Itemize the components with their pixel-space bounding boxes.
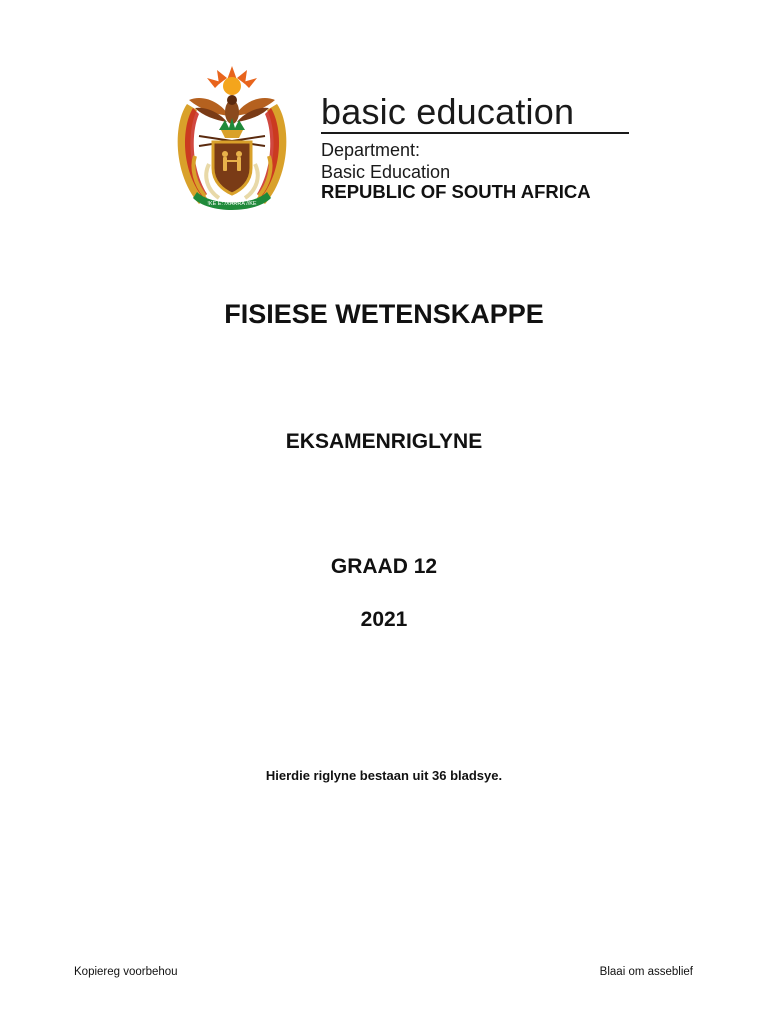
year-label: 2021	[360, 608, 408, 631]
letterhead	[155, 54, 640, 222]
page-count-note: Hierdie riglyne bestaan uit 36 bladsye.	[265, 768, 503, 783]
divider-line	[321, 132, 629, 134]
grade-label: GRAAD 12	[330, 555, 438, 578]
subject-title: FISIESE WETENSKAPPE	[224, 299, 544, 329]
department-label: Department:	[321, 140, 421, 160]
brand-title: basic education	[321, 91, 575, 132]
coat-of-arms-logo	[169, 64, 295, 216]
turn-page-footer: Blaai om asseblief	[599, 966, 693, 978]
country-name: REPUBLIC OF SOUTH AFRICA	[321, 181, 591, 202]
motto-text: !KE E: /XARRA //KE	[207, 201, 257, 207]
department-name: Basic Education	[321, 162, 451, 182]
document-type: EKSAMENRIGLYNE	[285, 430, 483, 453]
copyright-footer: Kopiereg voorbehou	[74, 966, 178, 978]
